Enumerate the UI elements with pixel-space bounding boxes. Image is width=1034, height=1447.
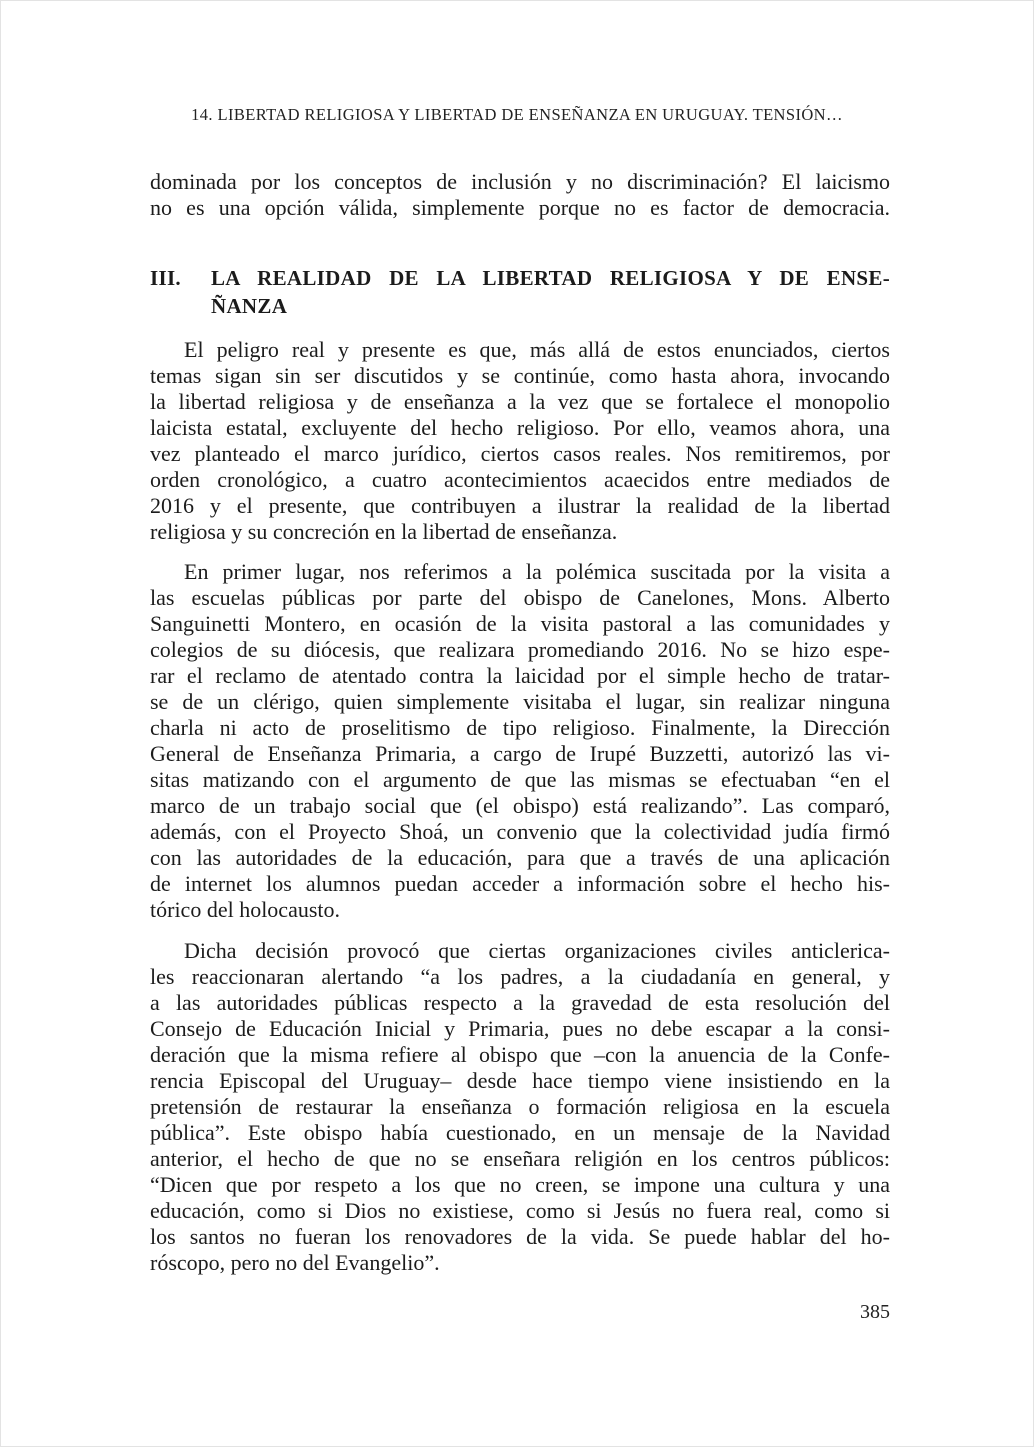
text-line: orden cronológico, a cuatro acontecimientos acaecidos entre mediados de [150,467,890,492]
text-line: las escuelas públicas por parte del obispo de Canelones, Mons. Alberto [150,585,890,610]
text-line: marco de un trabajo social que (el obispo) está realizando”. Las comparó, [150,793,890,818]
text-line: deración que la misma refiere al obispo que –con la anuencia de la Confe- [150,1042,890,1067]
paragraph-body [150,337,890,545]
text-line: los santos no fueran los renovadores de la vida. Se puede hablar del ho- [150,1224,890,1249]
text-line: charla ni acto de proselitismo de tipo religioso. Finalmente, la Dirección [150,715,890,740]
section-heading-title [211,264,890,320]
text-line: Dicha decisión provocó que ciertas organizaciones civiles anticlerica- [184,938,890,963]
text-line: la libertad religiosa y de enseñanza a la vez que se fortalece el monopolio [150,389,890,414]
paragraph-body [150,938,890,1276]
text-line: colegios de su diócesis, que realizara promediando 2016. No se hizo espe- [150,637,890,662]
text-line: religiosa y su concreción en la libertad de enseñanza. [150,519,618,544]
text-line: temas sigan sin ser discutidos y se continúe, como hasta ahora, invocando [150,363,890,388]
text-line: educación, como si Dios no existiese, como si Jesús no fuera real, como si [150,1198,890,1223]
text-column [150,1,890,1276]
text-line: róscopo, pero no del Evangelio”. [150,1250,440,1275]
running-header: 14. LIBERTAD RELIGIOSA Y LIBERTAD DE ENSEÑANZA EN URUGUAY. TENSIÓN… [191,105,843,124]
text-line: En primer lugar, nos referimos a la polémica suscitada por la visita a [184,559,890,584]
text-line: tórico del holocausto. [150,897,341,922]
text-line: 2016 y el presente, que contribuyen a ilustrar la realidad de la libertad [150,493,890,518]
text-line: vez planteado el marco jurídico, ciertos casos reales. Nos remitiremos, por [150,441,890,466]
text-line: sitas matizando con el argumento de que las mismas se efectuaban “en el [150,767,890,792]
text-line: dominada por los conceptos de inclusión y no discriminación? El laicismo [150,169,890,194]
text-line: a las autoridades públicas respecto a la gravedad de esta resolución del [150,990,890,1015]
text-line: anterior, el hecho de que no se enseñara religión en los centros públicos: [150,1146,890,1171]
text-line: además, con el Proyecto Shoá, un convenio que la colectividad judía firmó [150,819,890,844]
section-heading-number: III. [150,266,181,290]
text-line: ÑANZA [211,294,288,318]
text-line: “Dicen que por respeto a los que no creen, se impone una cultura y una [150,1172,890,1197]
text-line: rencia Episcopal del Uruguay– desde hace tiempo viene insistiendo en la [150,1068,890,1093]
text-line: El peligro real y presente es que, más allá de estos enunciados, ciertos [184,337,890,362]
text-line: Sanguinetti Montero, en ocasión de la visita pastoral a las comunidades y [150,611,890,636]
text-line: pretensión de restaurar la enseñanza o formación religiosa en la escuela [150,1094,890,1119]
text-line: de internet los alumnos puedan acceder a información sobre el hecho his- [150,871,890,896]
text-line: pública”. Este obispo había cuestionado, en un mensaje de la Navidad [150,1120,890,1145]
text-line: General de Enseñanza Primaria, a cargo de Irupé Buzzetti, autorizó las vi- [150,741,890,766]
text-line: se de un clérigo, quien simplemente visitaba el lugar, sin realizar ninguna [150,689,890,714]
paragraph-body [150,559,890,923]
text-line: laicista estatal, excluyente del hecho religioso. Por ello, veamos ahora, una [150,415,890,440]
text-line: con las autoridades de la educación, para que a través de una aplicación [150,845,890,870]
text-line: Consejo de Educación Inicial y Primaria, pues no debe escapar a la consi- [150,1016,890,1041]
text-line: LA REALIDAD DE LA LIBERTAD RELIGIOSA Y DE ENSE- [211,266,890,290]
paragraph-continuation [150,169,890,221]
text-line: rar el reclamo de atentado contra la laicidad por el simple hecho de tratar- [150,663,890,688]
text-line: les reaccionaran alertando “a los padres, a la ciudadanía en general, y [150,964,890,989]
section-heading [150,264,890,320]
text-line: no es una opción válida, simplemente porque no es factor de democracia. [150,195,890,220]
page-number: 385 [860,1301,890,1323]
